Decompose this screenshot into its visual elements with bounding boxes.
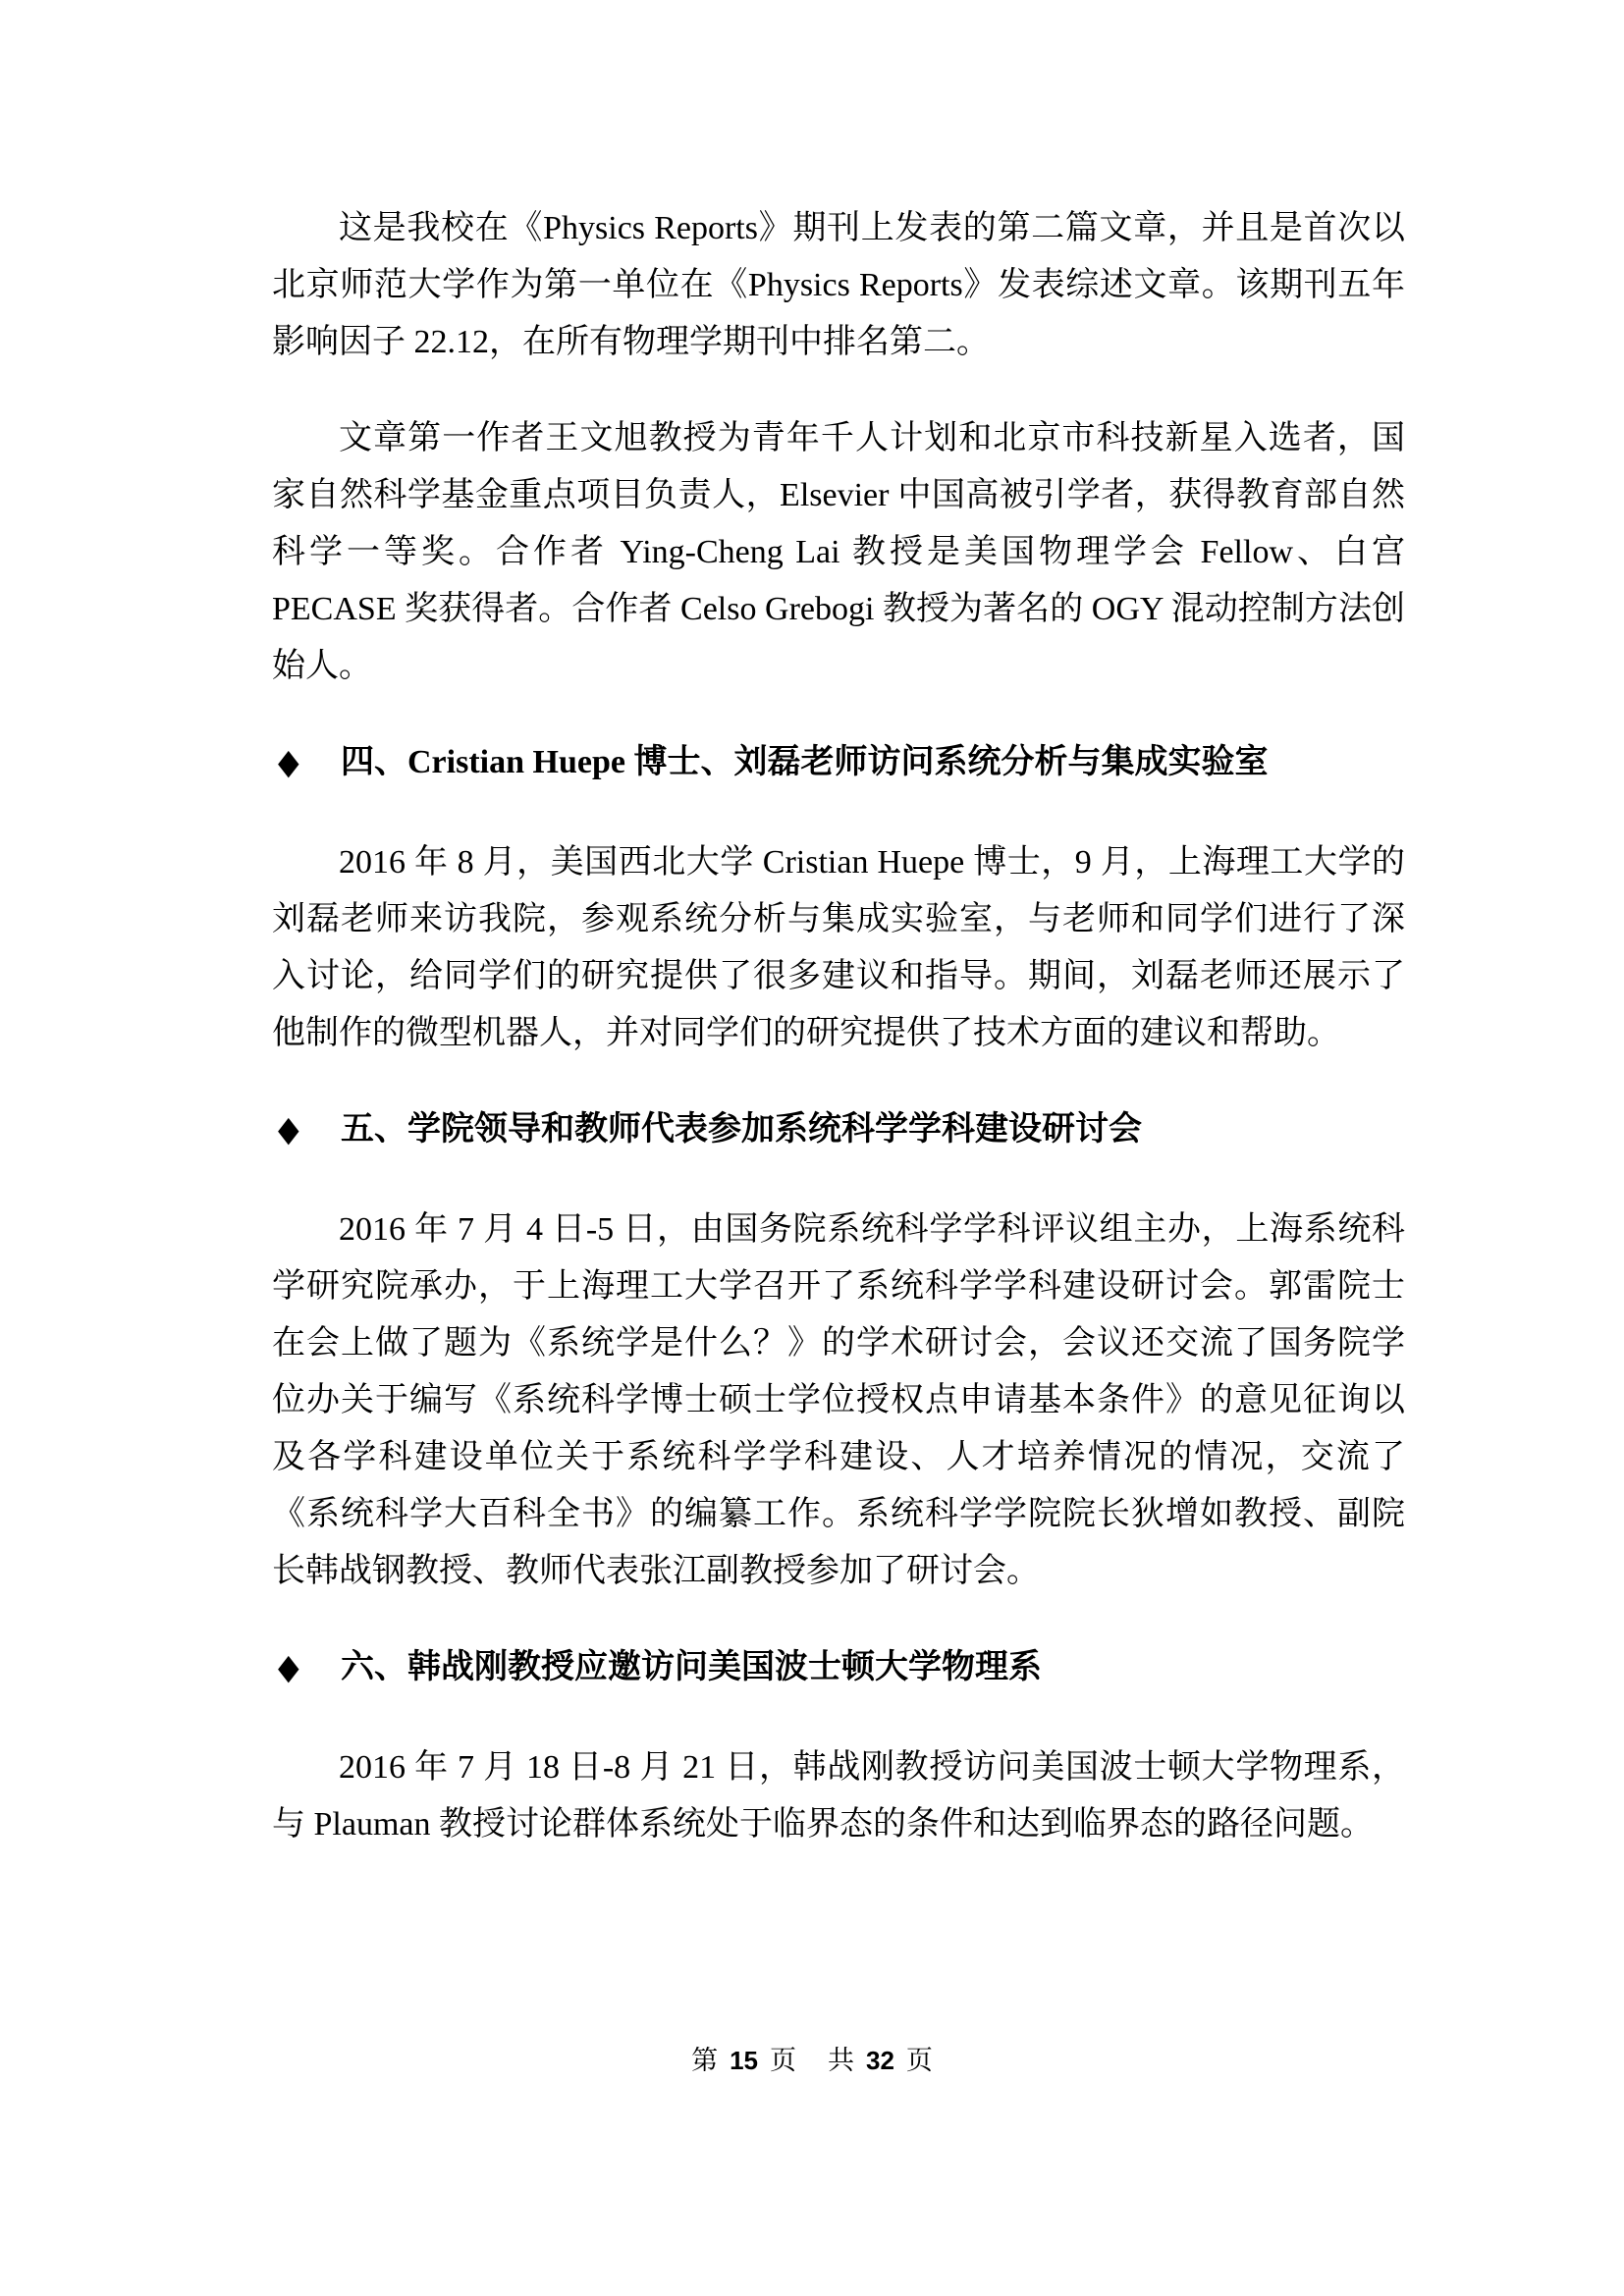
- section-heading-5-text: 五、学院领导和教师代表参加系统科学学科建设研讨会: [341, 1111, 1142, 1148]
- section-heading-4-text: 四、Cristian Huepe 博士、刘磊老师访问系统分析与集成实验室: [341, 744, 1269, 780]
- diamond-bullet-icon: ◆: [278, 1647, 299, 1687]
- section-heading-6: [272, 1639, 1405, 1696]
- paragraph-physics-reports-intro: 这是我校在《Physics Reports》期刊上发表的第二篇文章，并且是首次以北京师范大学作为第一单位在《Physics Reports》发表综述文章。该期刊五年影响因子 22.12，在所有物理学期刊中排名第二。: [272, 210, 1405, 360]
- section-heading-6-text: 六、韩战刚教授应邀访问美国波士顿大学物理系: [341, 1649, 1042, 1685]
- diamond-bullet-icon: ◆: [278, 1109, 299, 1149]
- footer-total-page-number: 32: [866, 2046, 894, 2075]
- footer-label-di: 第: [691, 2046, 719, 2075]
- footer-label-ye-1: 页: [770, 2046, 796, 2075]
- section-heading-4: [272, 734, 1405, 791]
- footer-label-gong: 共: [828, 2046, 854, 2075]
- paragraph-section-4-body: 2016 年 8 月，美国西北大学 Cristian Huepe 博士，9 月，上海理工大学的刘磊老师来访我院，参观系统分析与集成实验室，与老师和同学们进行了深入讨论，给同学们的研究提供了很多建议和指导。期间，刘磊老师还展示了他制作的微型机器人，并对同学们的研究提供了技术方面的建议和帮助。: [272, 844, 1405, 1051]
- paragraph-section-5-body: 2016 年 7 月 4 日-5 日，由国务院系统科学学科评议组主办，上海系统科学研究院承办，于上海理工大学召开了系统科学学科建设研讨会。郭雷院士在会上做了题为《系统学是什么？》的学术研讨会，会议还交流了国务院学位办关于编写《系统科学博士硕士学位授权点申请基本条件》的意见征询以及各学科建设单位关于系统科学学科建设、人才培养情况的情况，交流了《系统科学大百科全书》的编纂工作。系统科学学院院长狄增如教授、副院长韩战钢教授、教师代表张江副教授参加了研讨会。: [272, 1211, 1405, 1589]
- document-body: [272, 0, 1405, 1893]
- footer-current-page-number: 15: [730, 2046, 758, 2075]
- page-footer: [0, 2044, 1624, 2077]
- diamond-bullet-icon: ◆: [278, 742, 299, 782]
- paragraph-section-6-body: 2016 年 7 月 18 日-8 月 21 日，韩战刚教授访问美国波士顿大学物理系，与 Plauman 教授讨论群体系统处于临界态的条件和达到临界态的路径问题。: [272, 1749, 1405, 1842]
- section-heading-5: [272, 1101, 1405, 1158]
- footer-label-ye-2: 页: [905, 2046, 933, 2075]
- paragraph-article-authors: 文章第一作者王文旭教授为青年千人计划和北京市科技新星入选者，国家自然科学基金重点项目负责人，Elsevier 中国高被引学者，获得教育部自然科学一等奖。合作者 Ying-Cheng Lai 教授是美国物理学会 Fellow、白宫 PECASE 奖获得者。合作者 Celso Grebogi 教授为著名的 OGY 混动控制方法创始人。: [272, 420, 1405, 684]
